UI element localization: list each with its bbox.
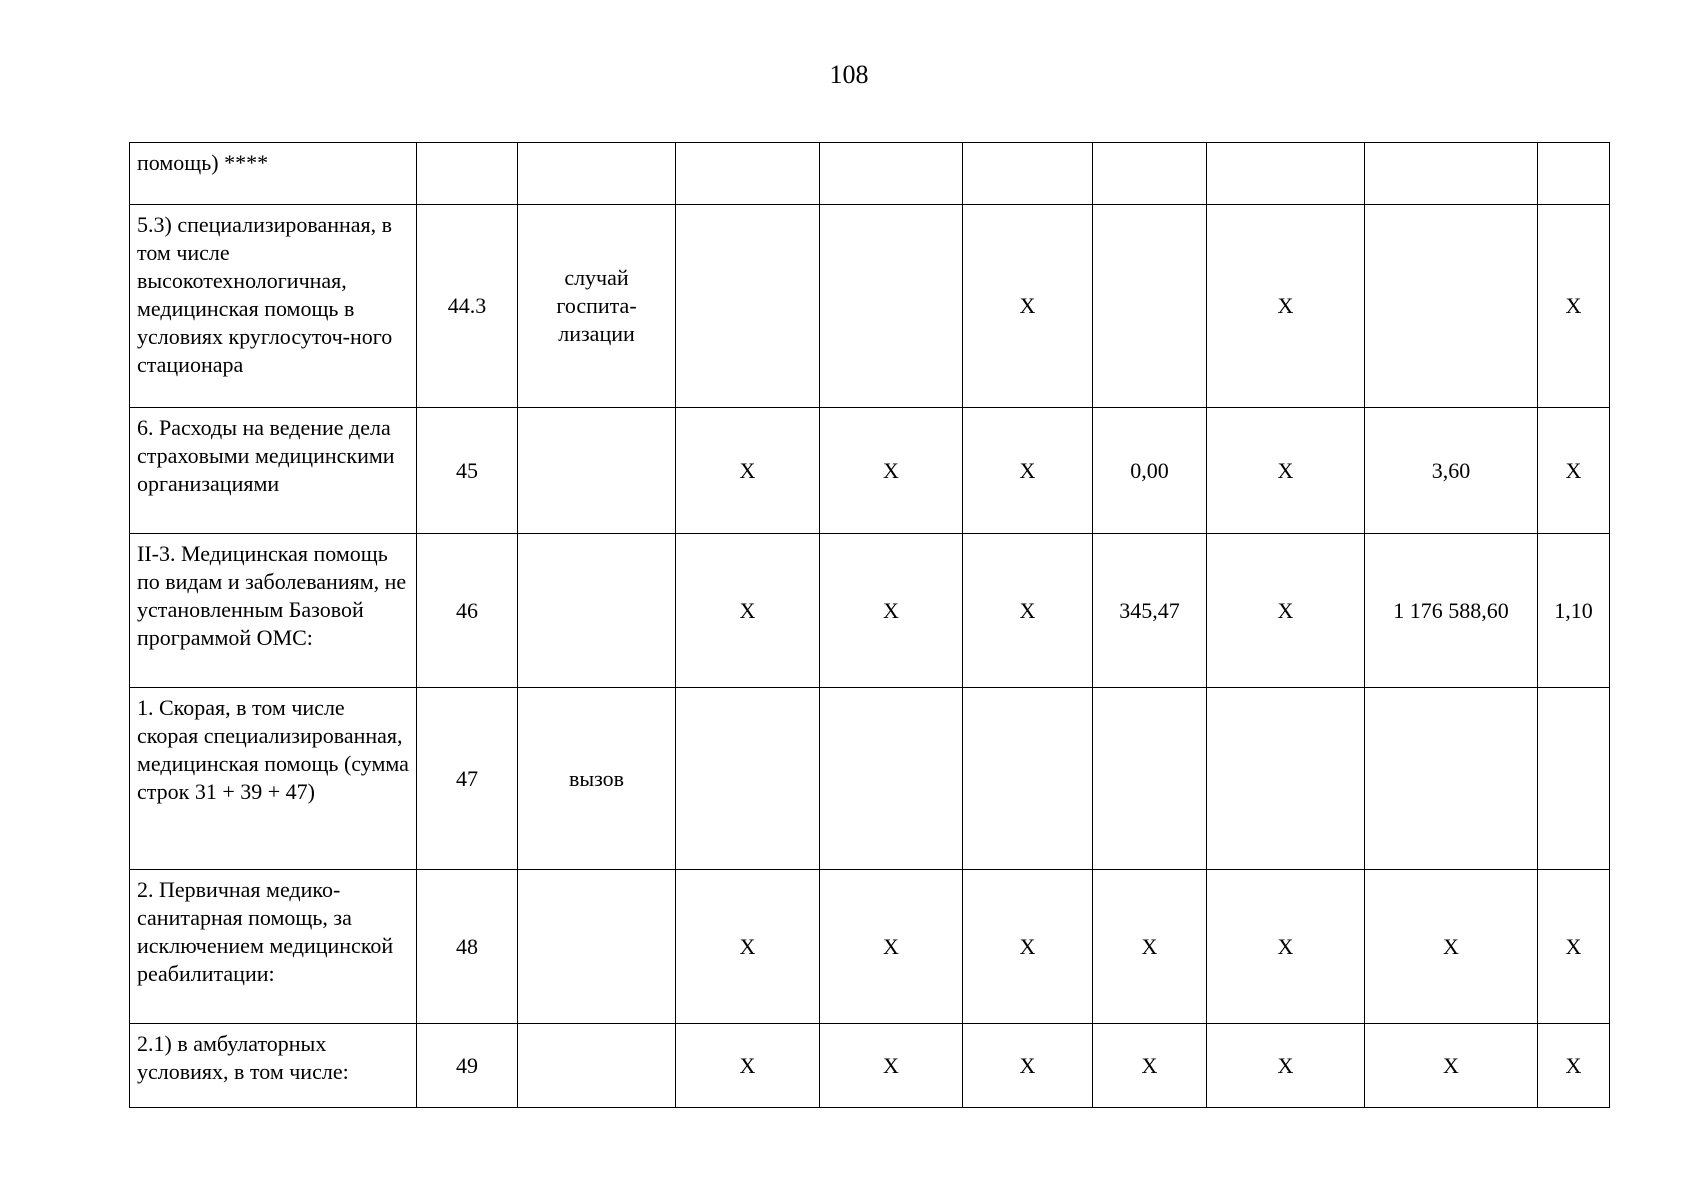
unit-line: госпита- (556, 293, 637, 318)
value-cell (676, 143, 820, 205)
table-row (130, 534, 1610, 688)
row-code-cell: 47 (417, 688, 518, 870)
value-cell: 3,60 (1365, 408, 1538, 534)
value-cell: X (1538, 408, 1610, 534)
data-table (129, 142, 1610, 1108)
row-unit-cell (518, 870, 676, 1024)
value-cell (1365, 688, 1538, 870)
value-cell (1207, 143, 1365, 205)
row-code-cell: 45 (417, 408, 518, 534)
row-code-cell: 46 (417, 534, 518, 688)
row-name-cell: 6. Расходы на ведение дела страховыми медицинскими организациями (130, 408, 417, 534)
page-number: 108 (829, 60, 869, 89)
table-row (130, 688, 1610, 870)
row-name-cell: 2.1) в амбулаторных условиях, в том числе: (130, 1024, 417, 1108)
row-name-cell: II-3. Медицинская помощь по видам и заболеваниям, не установленным Базовой программой ОМС: (130, 534, 417, 688)
row-unit-cell (518, 688, 676, 870)
value-cell (820, 205, 963, 408)
row-unit-cell (518, 408, 676, 534)
value-cell (820, 688, 963, 870)
value-cell: X (1365, 1024, 1538, 1108)
value-cell (1365, 143, 1538, 205)
value-cell (1093, 688, 1207, 870)
value-cell: X (676, 534, 820, 688)
value-cell: X (1538, 870, 1610, 1024)
value-cell (1093, 205, 1207, 408)
table-row (130, 143, 1610, 205)
value-cell: X (676, 1024, 820, 1108)
unit-line: случай (564, 265, 629, 290)
value-cell (1538, 688, 1610, 870)
value-cell (1093, 143, 1207, 205)
value-cell: X (820, 408, 963, 534)
value-cell: X (1093, 870, 1207, 1024)
table-row (130, 205, 1610, 408)
value-cell: X (963, 534, 1093, 688)
value-cell (676, 688, 820, 870)
value-cell: X (1365, 870, 1538, 1024)
unit-line: вызов (568, 765, 625, 791)
row-unit-cell (518, 143, 676, 205)
value-cell: 0,00 (1093, 408, 1207, 534)
table-body (130, 143, 1610, 1108)
row-code-cell: 44.3 (417, 205, 518, 408)
value-cell: X (1207, 1024, 1365, 1108)
row-unit-cell (518, 1024, 676, 1108)
value-cell: X (676, 408, 820, 534)
value-cell: X (676, 870, 820, 1024)
value-cell: X (820, 1024, 963, 1108)
value-cell (1365, 205, 1538, 408)
value-cell: X (1207, 408, 1365, 534)
value-cell: X (820, 870, 963, 1024)
value-cell (676, 205, 820, 408)
value-cell: 1,10 (1538, 534, 1610, 688)
value-cell (963, 688, 1093, 870)
table-row (130, 870, 1610, 1024)
value-cell (1207, 688, 1365, 870)
value-cell: 345,47 (1093, 534, 1207, 688)
row-code-cell (417, 143, 518, 205)
value-cell: 1 176 588,60 (1365, 534, 1538, 688)
unit-line: лизации (558, 321, 635, 346)
row-name-cell: помощь) **** (130, 143, 417, 205)
row-unit-cell (518, 205, 676, 408)
table-row (130, 1024, 1610, 1108)
value-cell: X (963, 1024, 1093, 1108)
value-cell: X (963, 870, 1093, 1024)
row-name-cell: 5.3) специализированная, в том числе высокотехнологичная, медицинская помощь в условиях круглосуточ-ного стационара (130, 205, 417, 408)
row-code-cell: 49 (417, 1024, 518, 1108)
value-cell: X (1538, 1024, 1610, 1108)
value-cell: X (1207, 870, 1365, 1024)
value-cell: X (1207, 534, 1365, 688)
value-cell (1538, 143, 1610, 205)
value-cell: X (1093, 1024, 1207, 1108)
value-cell: X (1538, 205, 1610, 408)
value-cell (963, 143, 1093, 205)
row-name-cell: 2. Первичная медико-санитарная помощь, за исключением медицинской реабилитации: (130, 870, 417, 1024)
value-cell: X (963, 408, 1093, 534)
value-cell: X (1207, 205, 1365, 408)
table-row (130, 408, 1610, 534)
value-cell (820, 143, 963, 205)
value-cell: X (963, 205, 1093, 408)
value-cell: X (820, 534, 963, 688)
row-code-cell: 48 (417, 870, 518, 1024)
row-name-cell: 1. Скорая, в том числе скорая специализированная, медицинская помощь (сумма строк 31 + 39 + 47) (130, 688, 417, 870)
row-unit-cell (518, 534, 676, 688)
